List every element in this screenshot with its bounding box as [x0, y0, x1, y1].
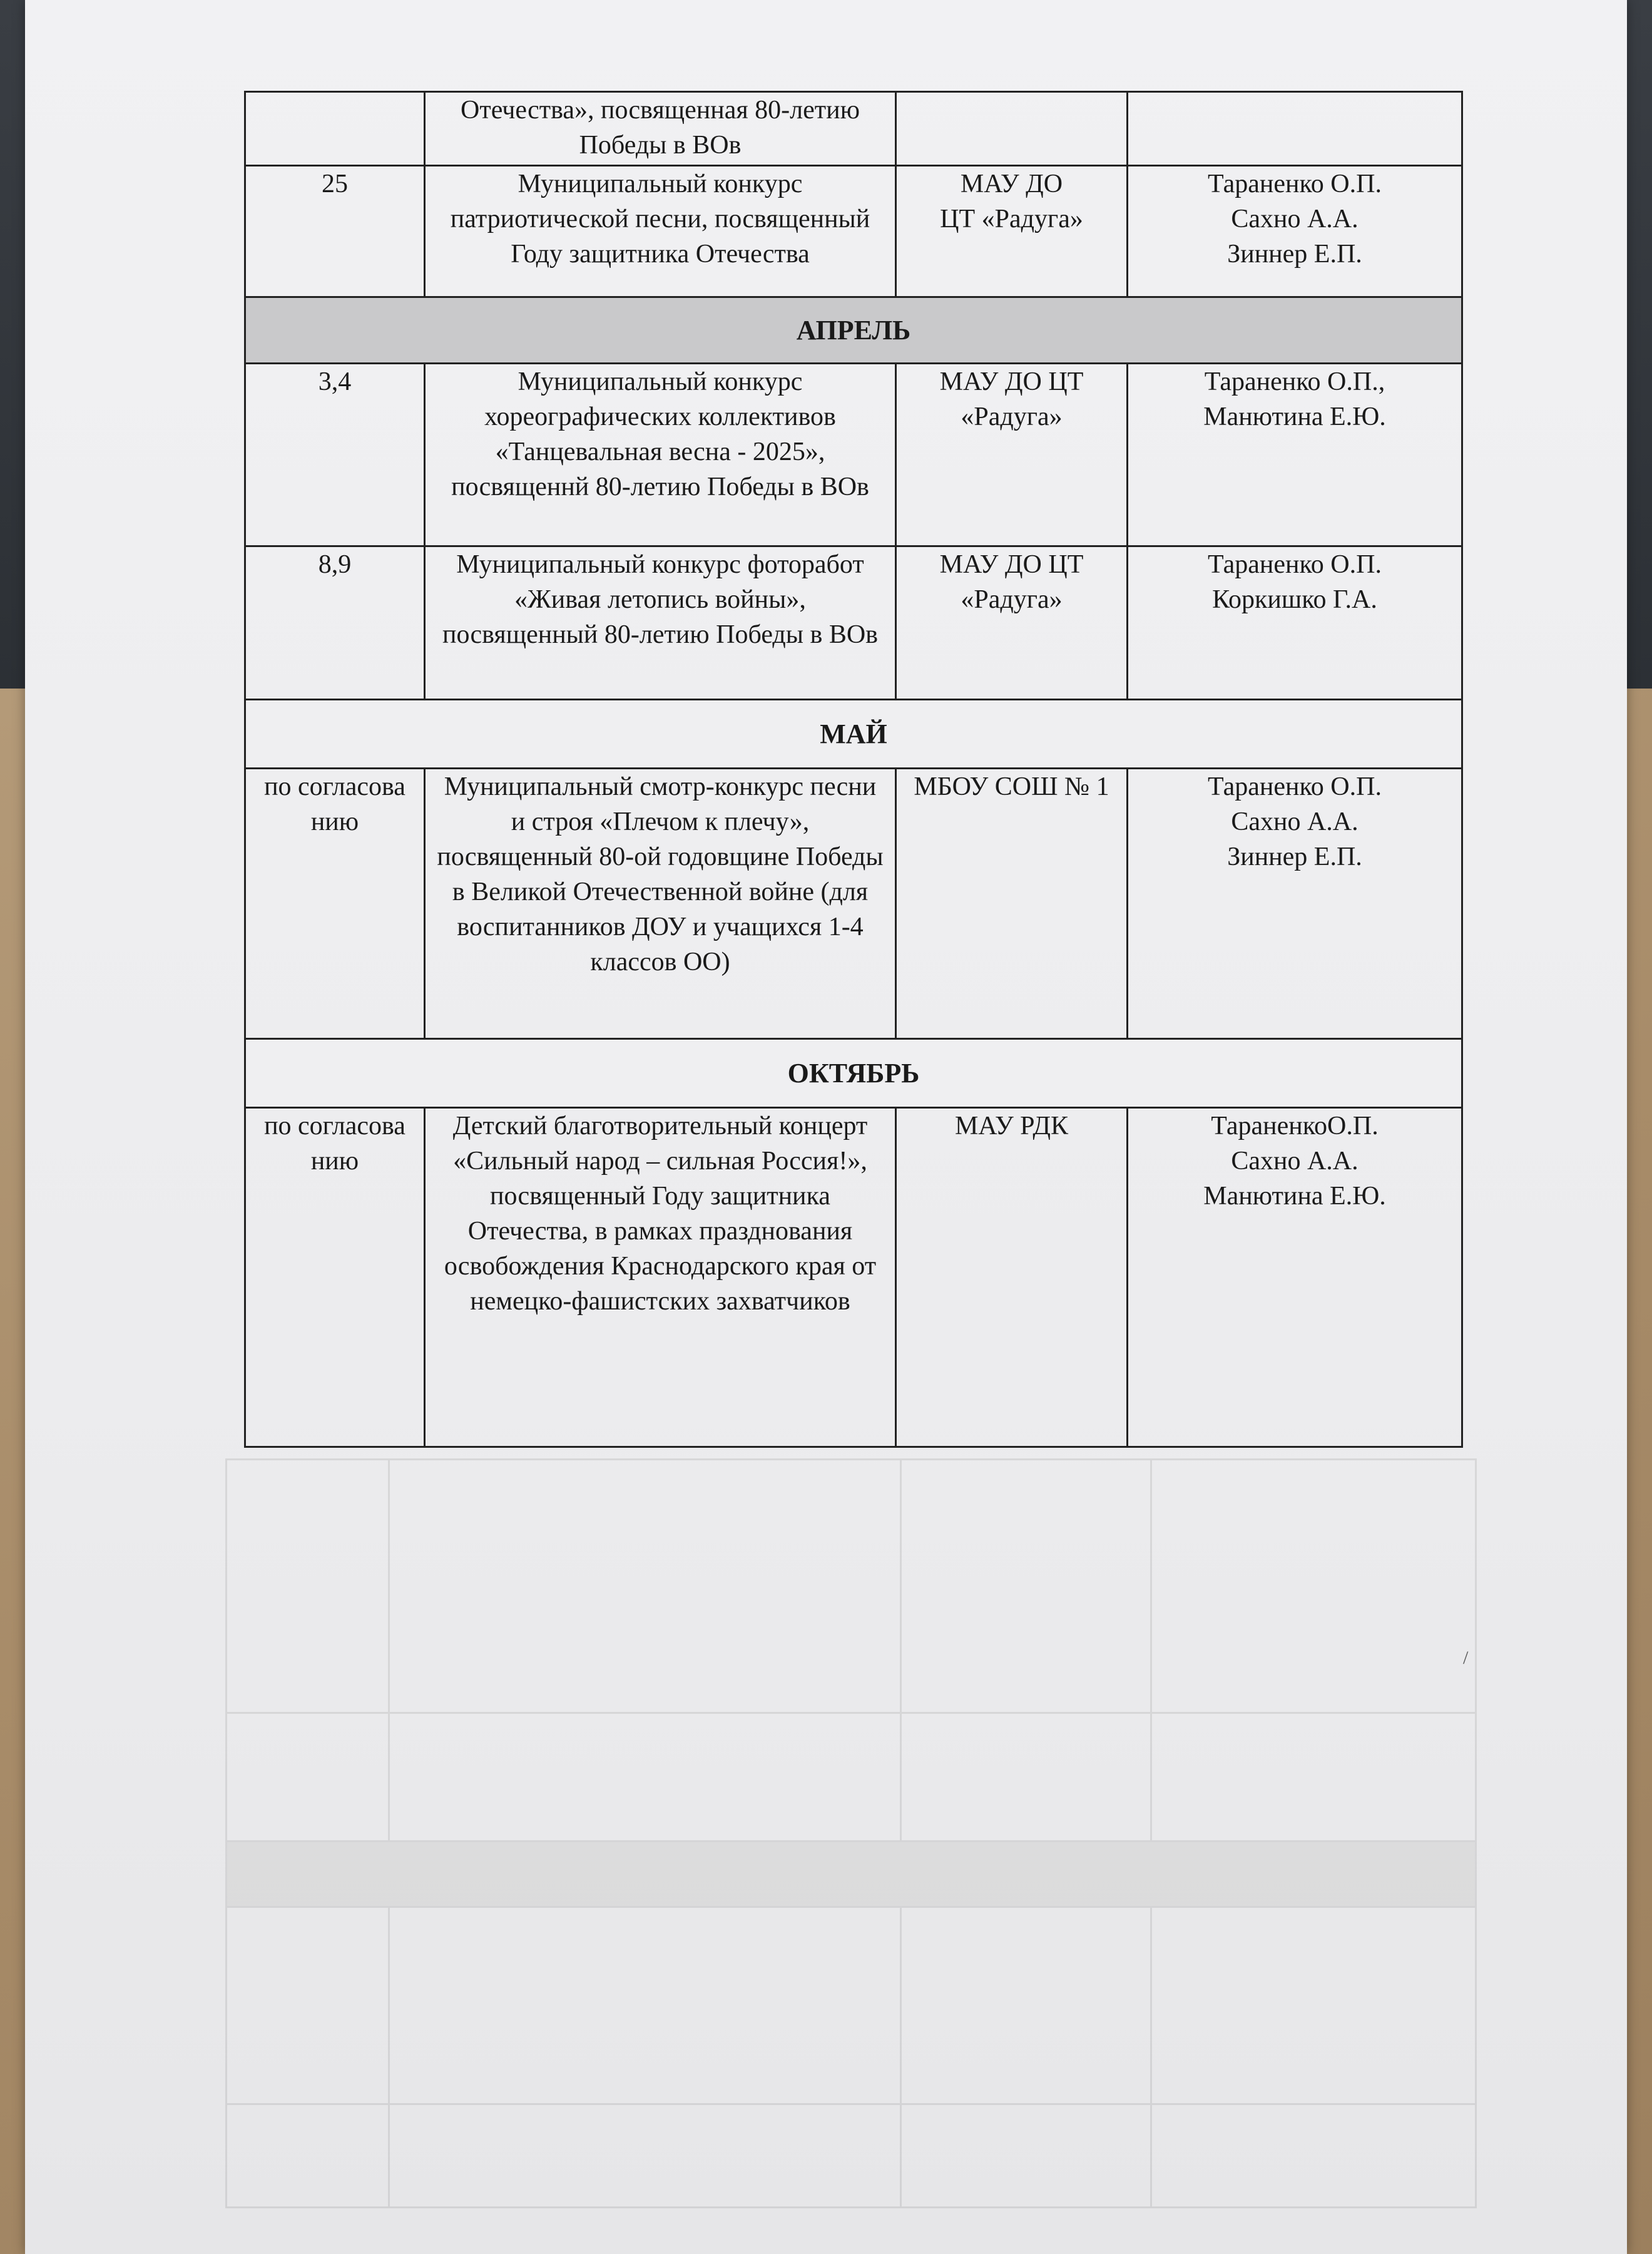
month-header-row [245, 297, 1462, 364]
table-row [245, 364, 1462, 546]
month-header-row [245, 700, 1462, 769]
month-header-row [245, 1039, 1462, 1108]
date-cell: 25 [245, 166, 425, 297]
responsible-cell: Тараненко О.П. Коркишко Г.А. [1128, 546, 1462, 700]
month-header: ОКТЯБРЬ [245, 1039, 1462, 1108]
table-row [245, 546, 1462, 700]
responsible-cell: Тараненко О.П. Сахно А.А. Зиннер Е.П. [1128, 166, 1462, 297]
month-header: МАЙ [245, 700, 1462, 769]
place-cell: МАУ ДО ЦТ «Радуга» [896, 166, 1128, 297]
table-row [245, 769, 1462, 1039]
date-cell: 3,4 [245, 364, 425, 546]
month-header: АПРЕЛЬ [245, 297, 1462, 364]
paper-sheet [25, 0, 1627, 2254]
place-cell: МАУ ДО ЦТ «Радуга» [896, 364, 1128, 546]
responsible-cell: Тараненко О.П., Манютина Е.Ю. [1128, 364, 1462, 546]
date-cell [245, 92, 425, 166]
date-cell: по согласова нию [245, 769, 425, 1039]
event-cell: Муниципальный смотр-конкурс песни и строя «Плечом к плечу», посвященный 80-ой годовщине Победы в Великой Отечественной войне (для воспитанников ДОУ и учащихся 1-4 классов ОО) [425, 769, 896, 1039]
events-table [244, 91, 1463, 1448]
table-row [245, 92, 1462, 166]
place-cell [896, 92, 1128, 166]
responsible-cell: ТараненкоО.П. Сахно А.А. Манютина Е.Ю. [1128, 1108, 1462, 1447]
date-cell: по согласова нию [245, 1108, 425, 1447]
back-page-show-through [225, 1458, 1477, 2235]
event-cell: Муниципальный конкурс фоторабот «Живая летопись войны», посвященный 80-летию Победы в ВОв [425, 546, 896, 700]
place-cell: МАУ ДО ЦТ «Радуга» [896, 546, 1128, 700]
date-cell: 8,9 [245, 546, 425, 700]
table-row [245, 166, 1462, 297]
pen-mark: / [1463, 1647, 1469, 1668]
place-cell: МАУ РДК [896, 1108, 1128, 1447]
event-cell: Муниципальный конкурс патриотической песни, посвященный Году защитника Отечества [425, 166, 896, 297]
event-cell: Муниципальный конкурс хореографических коллективов «Танцевальная весна - 2025», посвященнй 80-летию Победы в ВОв [425, 364, 896, 546]
responsible-cell [1128, 92, 1462, 166]
event-cell: Отечества», посвященная 80-летию Победы в ВОв [425, 92, 896, 166]
table-row [245, 1108, 1462, 1447]
responsible-cell: Тараненко О.П. Сахно А.А. Зиннер Е.П. [1128, 769, 1462, 1039]
place-cell: МБОУ СОШ № 1 [896, 769, 1128, 1039]
event-cell: Детский благотворительный концерт «Сильный народ – сильная Россия!», посвященный Году защитника Отечества, в рамках празднования освобождения Краснодарского края от немецко-фашистских захватчиков [425, 1108, 896, 1447]
